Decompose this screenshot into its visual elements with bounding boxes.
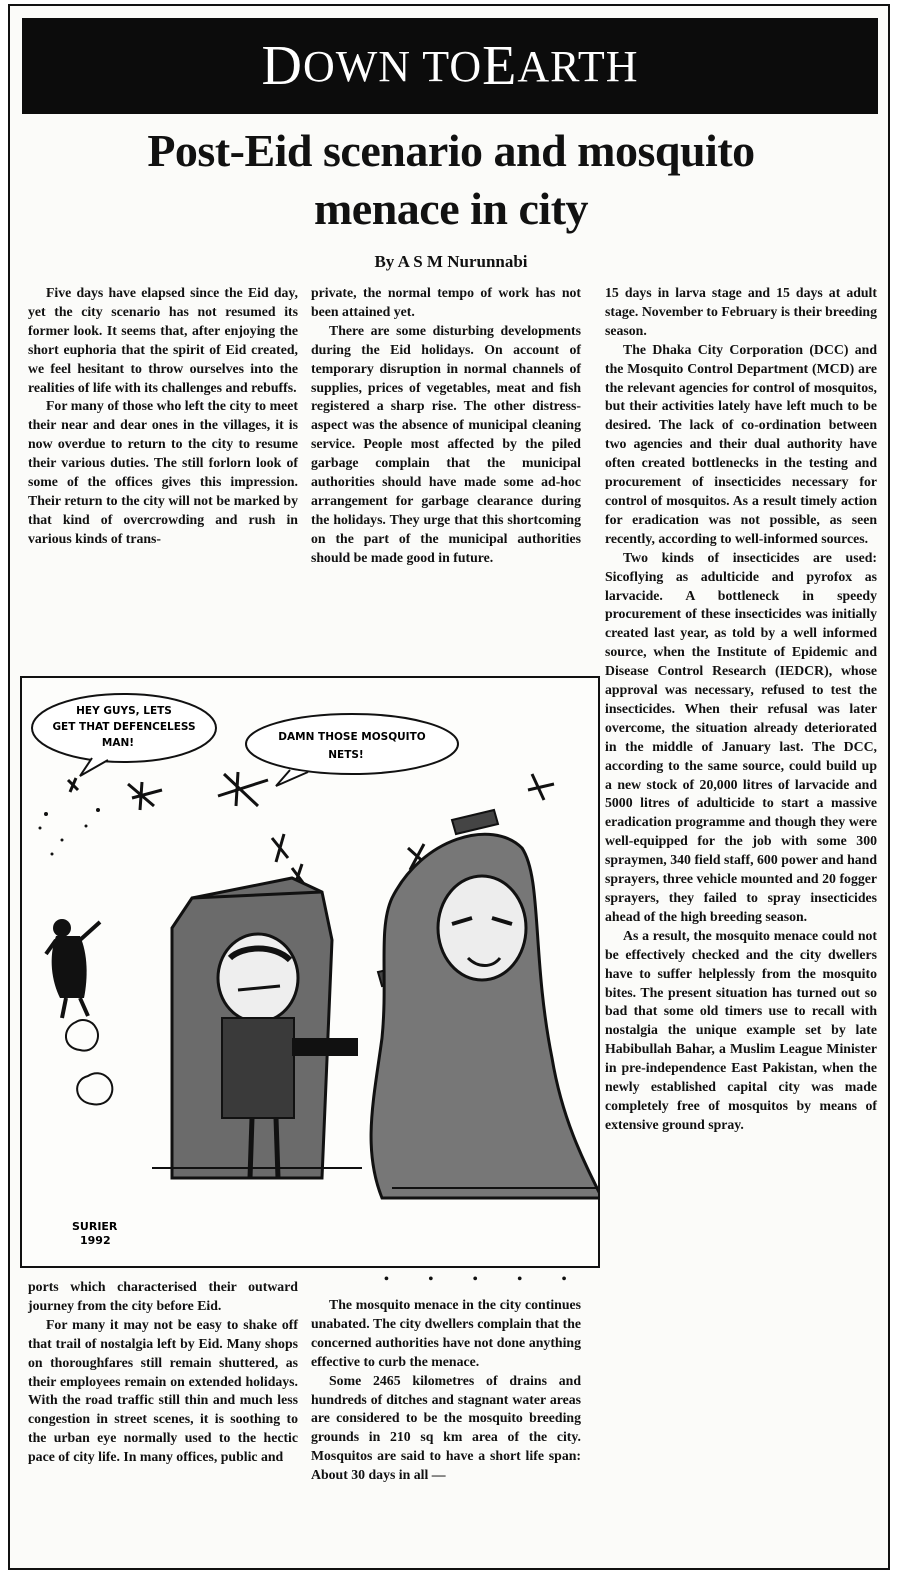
paragraph: Five days have elapsed since the Eid day, yet the city scenario has not resumed its former look. It seems that, after enjoying the short euphoria that the spirit of Eid created, we feel hesitant to throw ourselves into the realities of life with its challenges and rebuffs.	[28, 285, 298, 395]
editorial-cartoon	[20, 676, 600, 1268]
bubble-2-line-2: NETS!	[328, 749, 364, 761]
column-1-top	[28, 284, 298, 549]
byline: By A S M Nurunnabi	[374, 252, 528, 271]
section-banner: D OWN TO E ARTH	[22, 18, 878, 114]
paragraph: For many it may not be easy to shake off that trail of nostalgia left by Eid. Many shops on thoroughfares still remain shuttered, as their employees remain on extended holidays. With the road traffic still thin and much less congestion in street scenes, it is soothing to the urban eye normally used to the hectic pace of city life. In many offices, public and	[28, 1316, 298, 1465]
column-1-bottom	[28, 1278, 298, 1467]
column-3	[605, 284, 877, 1135]
column-2-top	[311, 284, 581, 568]
netted-figure-right	[371, 834, 598, 1198]
paragraph: As a result, the mosquito menace could not be effectively checked and the city dwellers have to suffer helplessly from the mosquito bites. The present situation has turned out so bad that some old timers use to recall with nostalgia the unique example set by late Habibullah Bahar, a Muslim League Minister in pre-independence East Pakistan, when the newly established capital city was made completely free of mosquitos by means of extensive ground spray.	[605, 927, 877, 1132]
mosquito-specks	[39, 808, 101, 856]
paragraph: There are some disturbing developments during the Eid holidays. On account of temporary disruption in normal channels of supplies, prices of vegetables, meat and fish registered a sharp rise. The other distress-aspect was the absence of municipal cleaning service. People most affected by the piled garbage complain that the municipal authorities should have made some ad-hoc arrangement for garbage clearance during the holidays. They urge that this shortcoming on the part of the municipal authorities should be made good in future.	[311, 322, 581, 565]
cartoonist-signature: SURIER	[72, 1220, 118, 1233]
bubble-2-line-1: DAMN THOSE MOSQUITO	[278, 731, 426, 743]
article-headline: Post-Eid scenario and mosquito menace in city	[147, 125, 755, 234]
paragraph: Two kinds of insecticides are used: Sicoflying as adulticide and pyrofox as larvacide. A bottleneck in speedy procurement of these insecticides was initially created last year, as told by a well informed source, when the Institute of Epidemic and Disease Control Research (IEDCR), whose approval was necessary, refused to test the insecticides. When their refusal was later overcome, the situation already deteriorated in the middle of January last. The DCC, according to the same source, could build up a new stock of 20,000 litres of larvacide and 5000 litres of adulticide to start a massive eradication programme and though they were well-equipped for the job with some 300 spraymen, 340 field staff, 600 power and hand sprayers, three vehicle mounted and 20 fogger sprayers, they failed to spray insecticides ahead of the high breeding season.	[605, 549, 877, 924]
paragraph: Some 2465 kilometres of drains and hundreds of ditches and stagnant water areas are considered to be the mosquito breeding grounds in 210 sq km area of the city. Mosquitos are said to have a short life span: About 30 days in all —	[311, 1372, 581, 1483]
fleeing-man-figure	[46, 919, 112, 1105]
paragraph: The Dhaka City Corporation (DCC) and the Mosquito Control Department (MCD) are the relevant agencies for control of mosquitos, but their activities lately have left much to be desired. The lack of co-ordination between two agencies and their dual authority have often created bottlenecks in the testing and procurement of insecticides necessary for control of mosquitos. As a result timely action for eradication was not possible, as seen recently, according to well-informed sources.	[605, 341, 877, 546]
column-2-bottom	[311, 1296, 581, 1485]
speech-bubble-2	[246, 714, 458, 774]
paragraph: private, the normal tempo of work has not been attained yet.	[311, 285, 581, 319]
cartoon-year: 1992	[80, 1234, 111, 1247]
paragraph: 15 days in larva stage and 15 days at adult stage. November to February is their breeding season.	[605, 285, 877, 338]
bubble-1-line-3: MAN!	[101, 737, 135, 749]
paragraph: The mosquito menace in the city continues unabated. The city dwellers complain that the concerned authorities have not done anything effective to curb the menace.	[311, 1297, 581, 1369]
paragraph: For many of those who left the city to meet their near and dear ones in the villages, it is now overdue to return to the city to resume their various duties. The still forlorn look of some of the offices gives this impression. Their return to the city will not be marked by that kind of overcrowding and rush in various kinds of trans-	[28, 398, 298, 546]
section-separator: • • • • •	[384, 1272, 585, 1287]
netted-figure-left	[172, 878, 358, 1178]
bubble-1-line-2: GET THAT DEFENCELESS	[52, 721, 196, 733]
bubble-1-line-1: HEY GUYS, LETS	[76, 705, 172, 717]
paragraph: ports which characterised their outward journey from the city before Eid.	[28, 1279, 298, 1313]
cartoon-drawing	[22, 678, 598, 1266]
